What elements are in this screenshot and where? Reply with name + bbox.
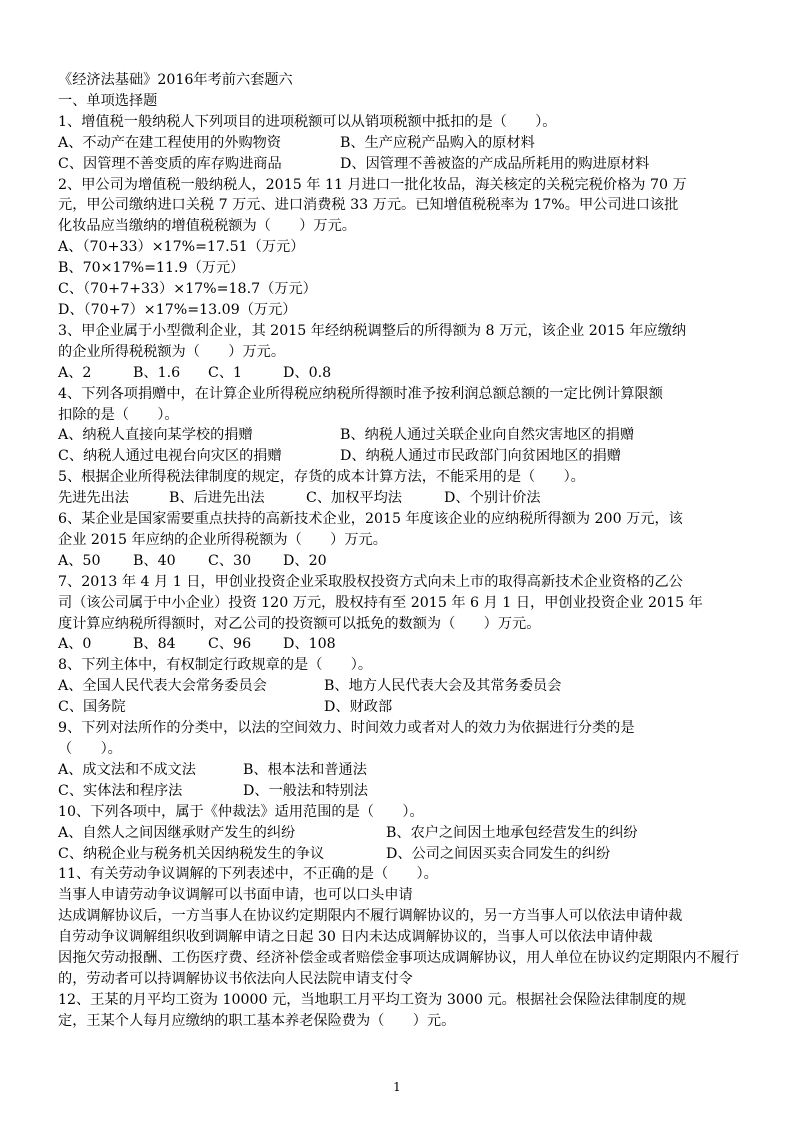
question-4-stem: 4、下列各项捐赠中，在计算企业所得税应纳税所得额时准予按利润总额总额的一定比例计算限额 <box>58 385 663 402</box>
question-3-stem: 的企业所得税税额为（ ）万元。 <box>58 343 286 360</box>
option-d: D、个别计价法 <box>444 490 541 507</box>
question-5-stem: 5、根据企业所得税法律制度的规定，存货的成本计算方法，不能采用的是（ ）。 <box>58 469 585 486</box>
question-1-stem: 1、增值税一般纳税人下列项目的进项税额可以从销项税额中抵扣的是（ ）。 <box>58 113 557 130</box>
question-9-options-row <box>58 781 742 802</box>
question-1-options-row <box>58 154 742 175</box>
question-4-options-row <box>58 425 742 446</box>
option-b: B、农户之间因土地承包经营发生的纠纷 <box>386 824 638 841</box>
question-7-stem: 7、2013 年 4 月 1 日，甲创业投资企业采取股权投资方式向未上市的取得高新技术企业资格的乙公 <box>58 573 683 590</box>
option-b: B、84 <box>133 636 176 653</box>
question-10-stem: 10、下列各项中，属于《仲裁法》适用范围的是（ ）。 <box>58 803 424 820</box>
question-3-stem: 3、甲企业属于小型微利企业，其 2015 年经纳税调整后的所得额为 8 万元，该企业 2015 年应缴纳 <box>58 322 687 339</box>
question-2-stem: 元，甲公司缴纳进口关税 7 万元、进口消费税 33 万元。已知增值税税率为 17%。甲公司进口该批 <box>58 197 679 214</box>
page-number: 1 <box>393 1080 401 1094</box>
option-c: C、加权平均法 <box>306 490 402 507</box>
question-10-options-row <box>58 844 742 865</box>
option-d: D、20 <box>283 552 327 569</box>
option-c: C、因管理不善变质的库存购进商品 <box>58 155 282 172</box>
option-c: C、（70+7+33）×17%=18.7（万元） <box>58 281 317 298</box>
option-c: C、国务院 <box>58 699 126 716</box>
option-a: A、2 <box>58 364 92 381</box>
question-7-stem: 司（该公司属于中小企业）投资 120 万元，股权持有至 2015 年 6 月 1 日，甲创业投资企业 2015 年 <box>58 594 703 611</box>
option-c: C、实体法和程序法 <box>58 782 183 799</box>
option-b: B、生产应税产品购入的原材料 <box>340 134 535 151</box>
question-3-options-row <box>58 363 742 384</box>
option-d: D、0.8 <box>283 364 332 381</box>
section-heading: 一、单项选择题 <box>58 92 158 109</box>
option-a: 先进先出法 <box>58 490 129 507</box>
question-7-stem: 度计算应纳税所得额时，对乙公司的投资额可以抵免的数额为（ ）万元。 <box>58 615 541 632</box>
question-6-options-row <box>58 551 742 572</box>
option-c: 自劳动争议调解组织收到调解申请之日起 30 日内未达成调解协议的，当事人可以依法申请仲裁 <box>58 929 653 946</box>
question-6-stem: 6、某企业是国家需要重点扶持的高新技术企业，2015 年度该企业的应纳税所得额为 200 万元，该 <box>58 511 683 528</box>
option-c: C、纳税企业与税务机关因纳税发生的争议 <box>58 845 325 862</box>
option-d: D、财政部 <box>324 699 393 716</box>
option-a: A、（70+33）×17%=17.51（万元） <box>58 239 305 256</box>
option-b: B、地方人民代表大会及其常务委员会 <box>324 678 562 695</box>
question-2-stem: 化妆品应当缴纳的增值税税额为（ ）万元。 <box>58 218 356 235</box>
question-5-options-row <box>58 488 742 509</box>
option-b: B、纳税人通过关联企业向自然灾害地区的捐赠 <box>340 427 635 444</box>
option-c: C、30 <box>208 552 252 569</box>
option-d: D、一般法和特别法 <box>243 782 368 799</box>
question-4-options-row <box>58 446 742 467</box>
option-a: A、不动产在建工程使用的外购物资 <box>58 134 282 151</box>
option-b: B、根本法和普通法 <box>243 761 367 778</box>
option-a: A、纳税人直接向某学校的捐赠 <box>58 427 253 444</box>
question-9-stem: 9、下列对法所作的分类中，以法的空间效力、时间效力或者对人的效力为依据进行分类的是 <box>58 720 635 737</box>
option-b: B、70×17%=11.9（万元） <box>58 260 245 277</box>
question-10-options-row <box>58 823 742 844</box>
option-a: 当事人申请劳动争议调解可以书面申请，也可以口头申请 <box>58 887 413 904</box>
question-8-stem: 8、下列主体中，有权制定行政规章的是（ ）。 <box>58 657 373 674</box>
question-12-stem: 定，王某个人每月应缴纳的职工基本养老保险费为（ ）元。 <box>58 1012 456 1029</box>
option-d: D、公司之间因买卖合同发生的纠纷 <box>386 845 611 862</box>
option-d: D、纳税人通过市民政部门向贫困地区的捐赠 <box>340 448 621 465</box>
question-8-options-row <box>58 676 742 697</box>
option-c: C、96 <box>208 636 252 653</box>
question-4-stem: 扣除的是（ ）。 <box>58 406 179 423</box>
option-a: A、自然人之间因继承财产发生的纠纷 <box>58 824 296 841</box>
question-11-stem: 11、有关劳动争议调解的下列表述中，不正确的是（ ）。 <box>58 866 438 883</box>
option-a: A、50 <box>58 552 101 569</box>
document-title: 《经济法基础》2016年考前六套题六 <box>58 72 293 88</box>
option-d: D、因管理不善被盗的产成品所耗用的购进原材料 <box>340 155 650 172</box>
question-7-options-row <box>58 634 742 655</box>
option-b: B、40 <box>133 552 176 569</box>
question-9-options-row <box>58 760 742 781</box>
option-a: A、成文法和不成文法 <box>58 761 196 778</box>
option-c: C、1 <box>208 364 243 381</box>
option-b: B、后进先出法 <box>169 490 265 507</box>
question-8-options-row <box>58 697 742 718</box>
question-6-stem: 企业 2015 年应纳的企业所得税额为（ ）万元。 <box>58 531 387 548</box>
option-b: 达成调解协议后，一方当事人在协议约定期限内不履行调解协议的，另一方当事人可以依法申请仲裁 <box>58 908 683 925</box>
option-a: A、全国人民代表大会常务委员会 <box>58 678 267 695</box>
question-2-stem: 2、甲公司为增值税一般纳税人，2015 年 11 月进口一批化妆品，海关核定的关税完税价格为 70 万 <box>58 176 687 193</box>
question-9-stem: （ ）。 <box>58 741 122 757</box>
option-d: 因拖欠劳动报酬、工伤医疗费、经济补偿金或者赔偿金事项达成调解协议，用人单位在协议约定期限内不履行的，劳动者可以持调解协议书依法向人民法院申请支付令 <box>58 950 740 987</box>
question-12-stem: 12、王某的月平均工资为 10000 元，当地职工月平均工资为 3000 元。根据社会保险法律制度的规 <box>58 991 687 1008</box>
option-a: A、0 <box>58 636 92 653</box>
option-b: B、1.6 <box>133 364 181 381</box>
option-c: C、纳税人通过电视台向灾区的捐赠 <box>58 448 282 465</box>
document-body <box>58 70 742 1032</box>
question-1-options-row <box>58 133 742 154</box>
option-d: D、（70+7）×17%=13.09（万元） <box>58 301 297 318</box>
option-d: D、108 <box>283 636 336 653</box>
